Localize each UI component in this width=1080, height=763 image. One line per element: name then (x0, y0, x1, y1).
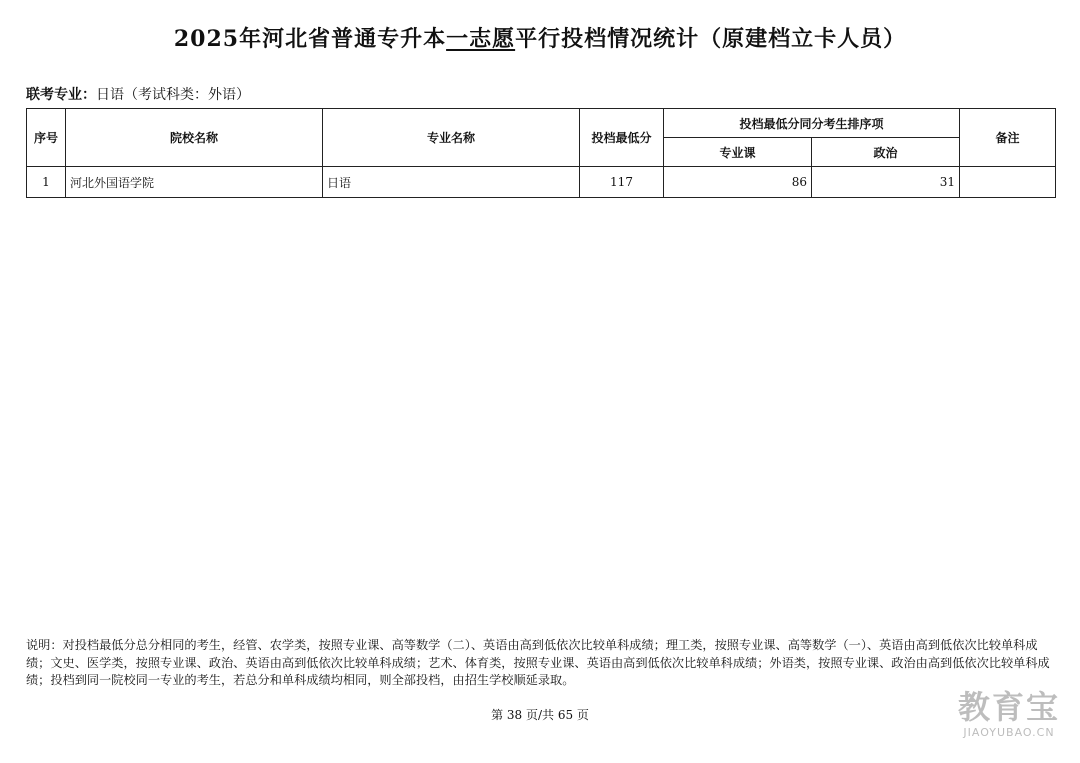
header-major: 专业名称 (323, 109, 580, 167)
major-line (26, 84, 250, 104)
cell-remark (960, 167, 1056, 198)
header-seq: 序号 (27, 109, 66, 167)
table-row (27, 167, 1056, 198)
admission-table (26, 108, 1056, 198)
footnote: 说明：对投档最低分总分相同的考生，经管、农学类，按照专业课、高等数学（二）、英语由高到低依次比较单科成绩；理工类，按照专业课、高等数学（一）、英语由高到低依次比较单科成绩；文史、医学类，按照专业课、政治、英语由高到低依次比较单科成绩；艺术、体育类，按照专业课、英语由高到低依次比较单科成绩；外语类，按照专业课、政治由高到低依次比较单科成绩；投档到同一院校同一专业的考生，若总分和单科成绩均相同，则全部投档，由招生学校顺延录取。 (26, 638, 1050, 687)
title-part-2-underlined: 一志愿 (446, 26, 516, 52)
cell-seq: 1 (27, 167, 66, 198)
cell-professional-score: 86 (664, 167, 812, 198)
cell-major: 日语 (323, 167, 580, 198)
cell-min-score: 117 (580, 167, 664, 198)
watermark-sub: JIAOYUBAO.CN (963, 726, 1055, 739)
page-title (0, 22, 1080, 53)
header-min-score: 投档最低分 (580, 109, 664, 167)
cell-politics-score: 31 (812, 167, 960, 198)
header-sub-professional: 专业课 (664, 138, 812, 167)
cell-school: 河北外国语学院 (66, 167, 323, 198)
page-number: 第 38 页/共 65 页 (491, 708, 589, 722)
major-label: 联考专业： (26, 87, 96, 103)
major-value: 日语（考试科类：外语） (96, 87, 250, 103)
title-part-3: 平行投档情况统计（原建档立卡人员） (515, 26, 907, 52)
watermark-logo (958, 688, 1060, 739)
header-school: 院校名称 (66, 109, 323, 167)
header-sub-politics: 政治 (812, 138, 960, 167)
header-remark: 备注 (960, 109, 1056, 167)
watermark-main: 教育宝 (957, 688, 1060, 726)
title-part-1: 2025年河北省普通专升本 (173, 26, 447, 52)
header-tiebreak-group: 投档最低分同分考生排序项 (664, 109, 960, 138)
